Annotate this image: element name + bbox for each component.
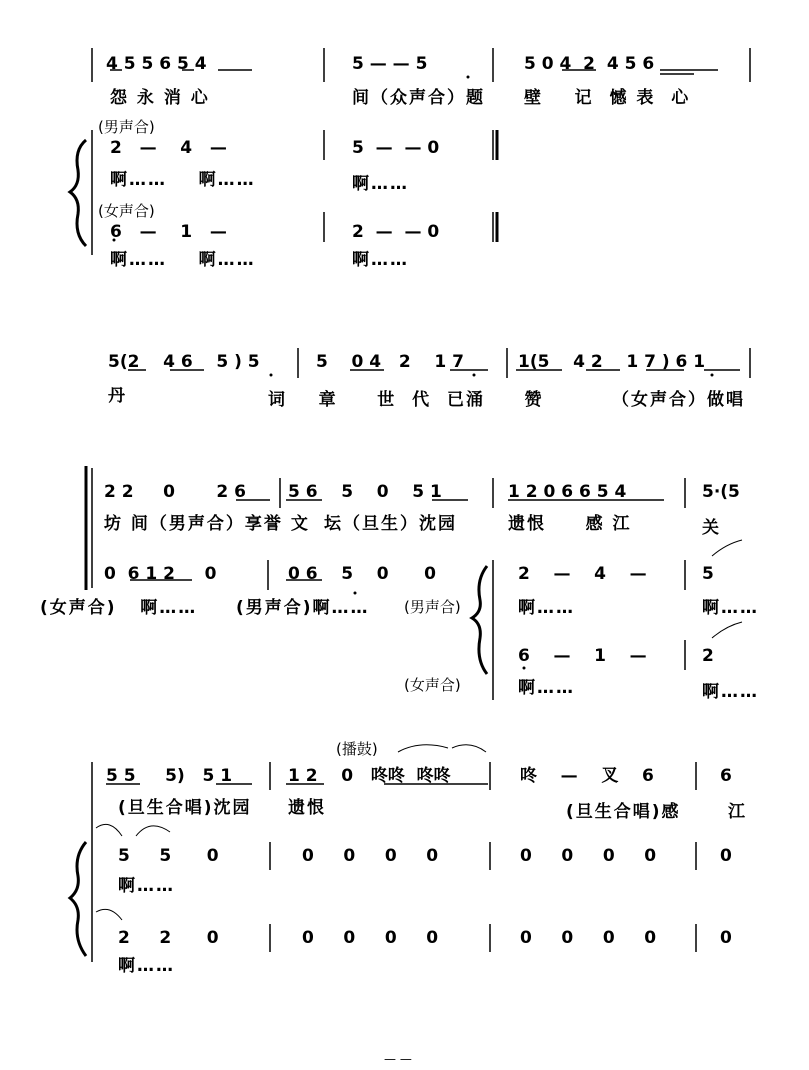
s3-lyric-b: 坛（旦生）沈园 bbox=[324, 514, 457, 534]
page-footer: — — bbox=[384, 1052, 412, 1066]
s1-male-label: (男声合) bbox=[98, 118, 155, 136]
s4-notes-d: 6 bbox=[720, 766, 732, 786]
s2-notes-b: 5 0 4 2 1 7 bbox=[316, 352, 464, 372]
s3-female-notes: 6 — 1 — bbox=[518, 646, 647, 666]
s1-male-lyric-1: 啊…… 啊…… bbox=[110, 170, 256, 190]
s1-female-lyric-1: 啊…… 啊…… bbox=[110, 250, 256, 270]
s4-male-m3: 0 0 0 0 bbox=[520, 846, 657, 866]
s2-lyric-b: 词 章 世 代 已涌 赞 bbox=[268, 390, 544, 410]
s4-male-lyric: 啊…… bbox=[118, 876, 175, 896]
s3-lyric-a: 坊 间（男声合）享誉 文 bbox=[104, 514, 310, 534]
s2-lyric-a: 丹 bbox=[108, 386, 127, 406]
s4-lyric-c: (旦生合唱)感 江 bbox=[566, 802, 748, 822]
s4-male-m1: 5 5 0 bbox=[118, 846, 219, 866]
s4-notes-c: 咚 — 叉 6 bbox=[520, 766, 654, 786]
s4-lyric-a: (旦生合唱)沈园 bbox=[118, 798, 252, 818]
s3-low-notes-a: 0 6 1 2 0 bbox=[104, 564, 217, 584]
s3-notes-b: 5 6 5 0 5 1 bbox=[288, 482, 442, 502]
s3-lyric-c: 遗恨 感 江 bbox=[508, 514, 632, 534]
s3-male-notes: 2 — 4 — bbox=[518, 564, 647, 584]
s1-lyric-b: 间（众声合）题 bbox=[352, 88, 485, 108]
s4-male-m4: 0 bbox=[720, 846, 732, 866]
s2-lyric-c: （女声合）做唱 bbox=[612, 390, 745, 410]
s4-notes-b: 1 2 0 咚咚 咚咚 bbox=[288, 766, 451, 786]
s3-low-label-c: (男声合) bbox=[404, 598, 461, 616]
s4-male-m2: 0 0 0 0 bbox=[302, 846, 439, 866]
s1-female-m1: 6 — 1 — bbox=[110, 222, 227, 242]
s3-male-end: 5 bbox=[702, 564, 714, 584]
s4-female-lyric: 啊…… bbox=[118, 956, 175, 976]
s2-notes-c: 1(5 4 2 1 7 ) 6 1 bbox=[518, 352, 706, 372]
s3-male-lyric: 啊…… bbox=[518, 598, 575, 618]
s4-female-m1: 2 2 0 bbox=[118, 928, 219, 948]
s1-male-lyric-2: 啊…… bbox=[352, 174, 409, 194]
s1-male-m1: 2 — 4 — bbox=[110, 138, 227, 158]
s3-notes-a: 2 2 0 2 6 bbox=[104, 482, 247, 502]
s4-female-m2: 0 0 0 0 bbox=[302, 928, 439, 948]
s1-voice-m2: 5 — — 5 bbox=[352, 54, 428, 74]
s3-low-notes-b: 0 6 5 0 0 bbox=[288, 564, 436, 584]
s3-female-end: 2 bbox=[702, 646, 714, 666]
s3-low-lyric-b: (男声合)啊…… bbox=[236, 598, 370, 618]
s3-lyric-d: 关 bbox=[702, 518, 721, 538]
s4-notes-a: 5 5 5) 5 1 bbox=[106, 766, 233, 786]
s1-female-lyric-2: 啊…… bbox=[352, 250, 409, 270]
s3-female-label: (女声合) bbox=[404, 676, 461, 694]
s1-male-m2: 5 — — 0 bbox=[352, 138, 440, 158]
s1-lyric-c: 壁 记 憾 表 心 bbox=[524, 88, 691, 108]
s4-female-m3: 0 0 0 0 bbox=[520, 928, 657, 948]
s1-voice-notes: 4 5 5 6 5 4 bbox=[106, 54, 207, 74]
s1-lyric-a: 怨 永 消 心 bbox=[110, 88, 210, 108]
s3-low-lyric-a: (女声合) 啊…… bbox=[40, 598, 198, 618]
s1-female-m2: 2 — — 0 bbox=[352, 222, 440, 242]
s3-female-lyric: 啊…… bbox=[518, 678, 575, 698]
s4-female-m4: 0 bbox=[720, 928, 732, 948]
s3-notes-c: 1 2 0 6 6 5 4 bbox=[508, 482, 627, 502]
s3-female-lyric-end: 啊…… bbox=[702, 682, 759, 702]
s3-notes-d: 5·(5 bbox=[702, 482, 740, 502]
s4-lyric-b: 遗恨 bbox=[288, 798, 326, 818]
s1-voice-m3: 5 0 4 2 4 5 6 bbox=[524, 54, 655, 74]
s3-male-lyric-end: 啊…… bbox=[702, 598, 759, 618]
s4-marking: (播鼓) bbox=[336, 740, 378, 758]
s1-female-label: (女声合) bbox=[98, 202, 155, 220]
s2-notes-a: 5(2 4 6 5 ) 5 bbox=[108, 352, 260, 372]
